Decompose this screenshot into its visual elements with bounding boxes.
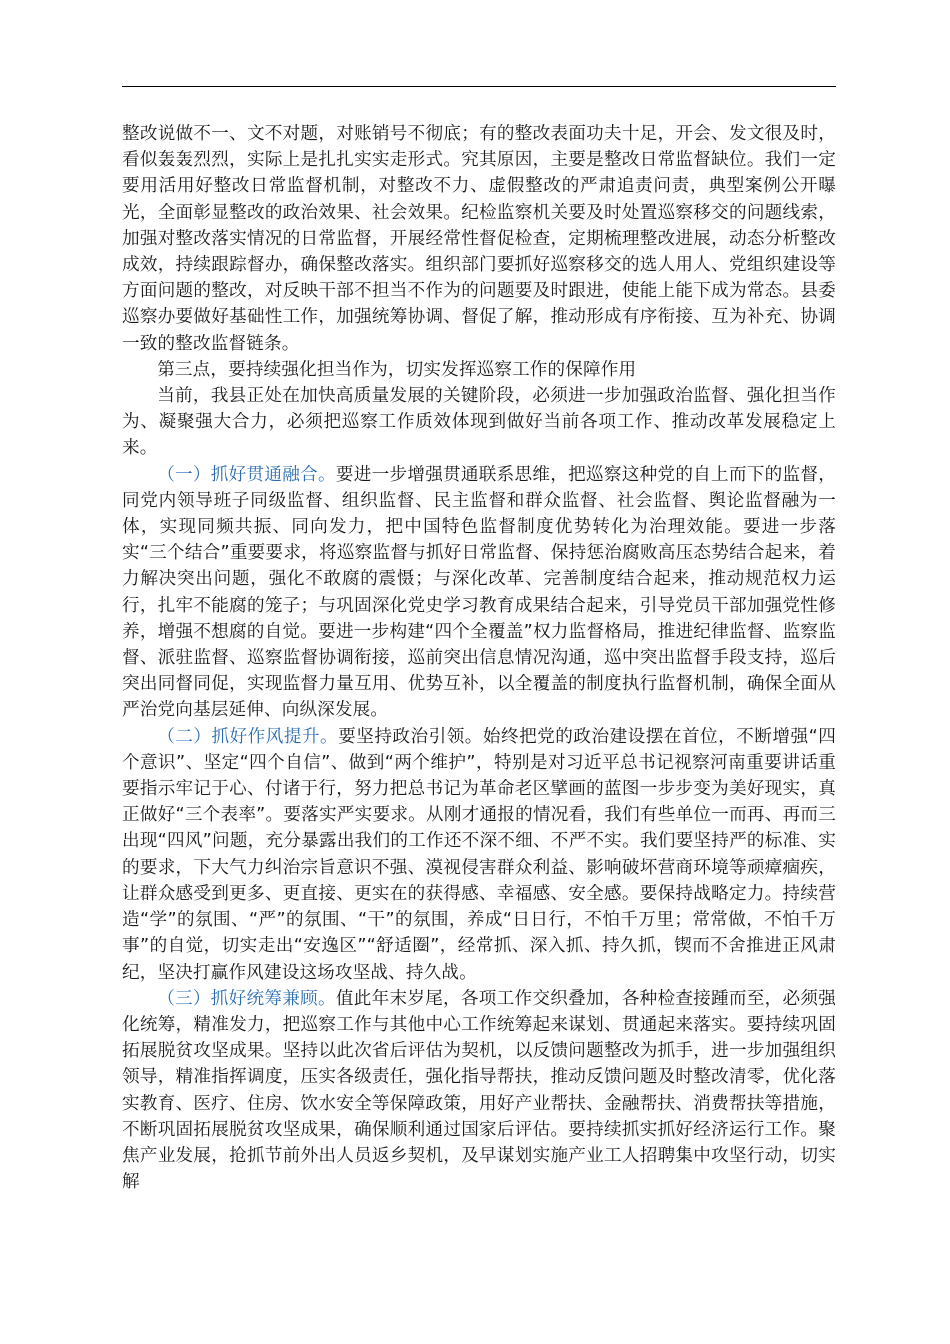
paragraph-item-one (122, 462, 836, 724)
paragraph-item-two (122, 724, 836, 986)
paragraph-continuation (122, 121, 836, 357)
paragraph-intro (122, 383, 836, 462)
section-heading-point-three (122, 357, 836, 383)
header-rule (122, 86, 836, 87)
subheading-item-one: （一）抓好贯通融合。 (157, 464, 336, 485)
paragraph-item-three (122, 986, 836, 1196)
paragraph-text: 要进一步增强贯通联系思维，把巡察这种党的自上而下的监督，同党内领导班子同级监督、组织监督、民主监督和群众监督、社会监督、舆论监督融为一体，实现同频共振、同向发力，把中国特色监督制度优势转化为治理效能。要进一步落实“三个结合”重要要求，将巡察监督与抓好日常监督、保持惩治腐败高压态势结合起来，着力解决突出问题，强化不敢腐的震慑；与深化改革、完善制度结合起来，推动规范权力运行，扎牢不能腐的笼子；与巩固深化党史学习教育成果结合起来，引导党员干部加强党性修养，增强不想腐的自觉。要进一步构建“四个全覆盖”权力监督格局，推进纪律监督、监察监督、派驻监督、巡察监督协调衔接，巡前突出信息情况沟通，巡中突出监督手段支持，巡后突出同督同促，实现监督力量互用、优势互补，以全覆盖的制度执行监督机制，确保全面从严治党向基层延伸、向纵深发展。 (122, 464, 836, 721)
paragraph-text: 第三点，要持续强化担当作为，切实发挥巡察工作的保障作用 (157, 359, 637, 380)
paragraph-text: 要坚持政治引领。始终把党的政治建设摆在首位，不断增强“四个意识”、坚定“四个自信”、做到“两个维护”，特别是对习近平总书记视察河南重要讲话重要指示牢记于心、付诸于行，努力把总书记为革命老区擘画的蓝图一步步变为美好现实，真正做好“三个表率”。要落实严实要求。从刚才通报的情况看，我们有些单位一而再、再而三出现“四风”问题，充分暴露出我们的工作还不深不细、不严不实。我们要坚持严的标准、实的要求，下大气力纠治宗旨意识不强、漠视侵害群众利益、影响破坏营商环境等顽瘴痼疾，让群众感受到更多、更直接、更实在的获得感、幸福感、安全感。要保持战略定力。持续营造“学”的氛围、“严”的氛围、“干”的氛围，养成“日日行，不怕千万里；常常做，不怕千万事”的自觉，切实走出“安逸区”“舒适圈”，经常抓、深入抓、持久抓，锲而不舍推进正风肃纪，坚决打赢作风建设这场攻坚战、持久战。 (122, 726, 836, 983)
paragraph-text: 当前，我县正处在加快高质量发展的关键阶段，必须进一步加强政治监督、强化担当作为、凝聚强大合力，必须把巡察工作质效体现到做好当前各项工作、推动改革发展稳定上来。 (122, 386, 836, 459)
document-body (122, 121, 836, 1195)
paragraph-text: 整改说做不一、文不对题，对账销号不彻底；有的整改表面功夫十足，开会、发文很及时，看似轰轰烈烈，实际上是扎扎实实走形式。究其原因，主要是整改日常监督缺位。我们一定要用活用好整改日常监督机制，对整改不力、虚假整改的严肃追责问责，典型案例公开曝光，全面彰显整改的政治效果、社会效果。纪检监察机关要及时处置巡察移交的问题线索，加强对整改落实情况的日常监督，开展经常性督促检查，定期梳理整改进展，动态分析整改成效，持续跟踪督办，确保整改落实。组织部门要抓好巡察移交的选人用人、党组织建设等方面问题的整改，对反映干部不担当不作为的问题要及时跟进，使能上能下成为常态。县委巡察办要做好基础性工作，加强统筹协调、督促了解，推动形成有序衔接、互为补充、协调一致的整改监督链条。 (122, 124, 836, 354)
subheading-item-three: （三）抓好统筹兼顾。 (157, 988, 336, 1009)
subheading-item-two: （二）抓好作风提升。 (157, 726, 339, 747)
paragraph-text: 值此年末岁尾，各项工作交织叠加，各种检查接踵而至，必须强化统筹，精准发力，把巡察工作与其他中心工作统筹起来谋划、贯通起来落实。要持续巩固拓展脱贫攻坚成果。坚持以此次省后评估为契机，以反馈问题整改为抓手，进一步加强组织领导，精准指挥调度，压实各级责任，强化指导帮扶，推动反馈问题及时整改清零，优化落实教育、医疗、住房、饮水安全等保障政策，用好产业帮扶、金融帮扶、消费帮扶等措施，不断巩固拓展脱贫攻坚成果，确保顺利通过国家后评估。要持续抓实抓好经济运行工作。聚焦产业发展，抢抓节前外出人员返乡契机，及早谋划实施产业工人招聘集中攻坚行动，切实解 (122, 988, 836, 1193)
